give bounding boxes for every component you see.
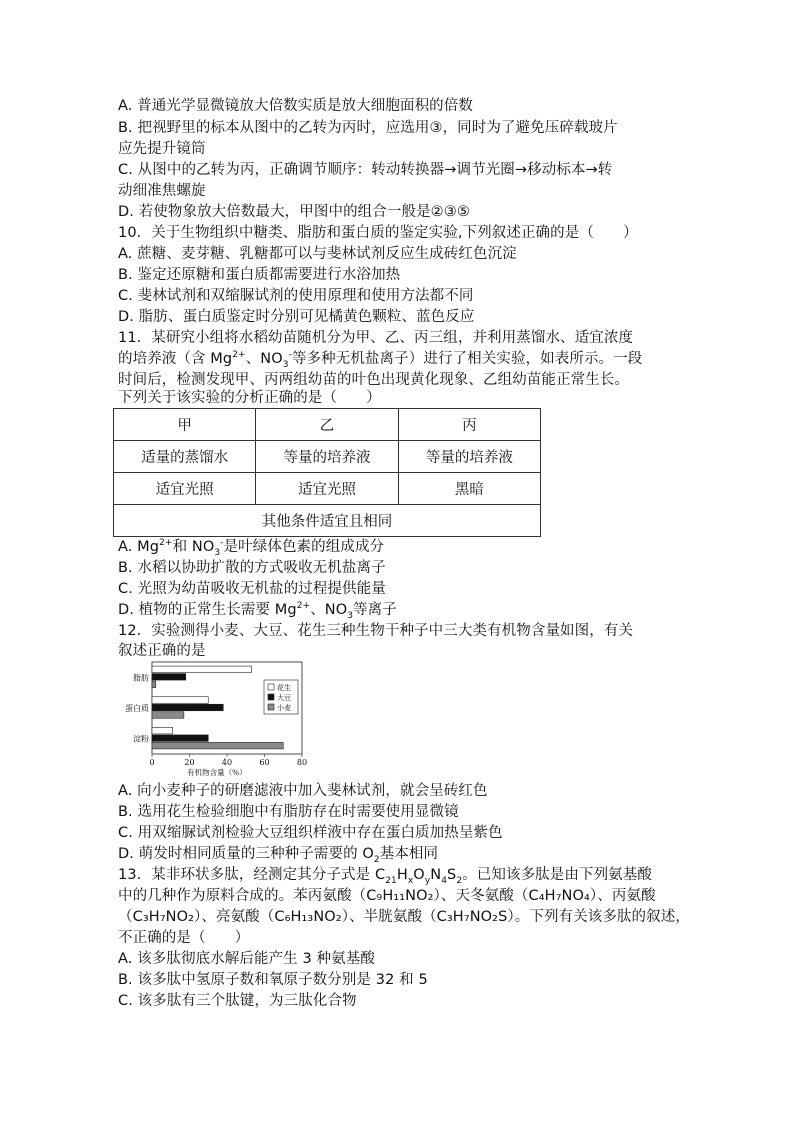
- q11-option-a: A. $Mg^{2+}$和 $NO_3^-$是叶绿体色素的组成成分: [118, 538, 385, 558]
- legend-swatch: [268, 694, 274, 700]
- category-label: 淀粉: [133, 734, 149, 744]
- organic-content-chart: [118, 658, 308, 780]
- x-axis-label: 有机物含量（%）: [187, 768, 247, 777]
- q12-stem-line2: 叙述正确的是: [118, 643, 206, 659]
- category-label: 蛋白质: [125, 704, 149, 713]
- table-header-row: [114, 409, 541, 441]
- legend-swatch: [268, 704, 274, 710]
- bar-小麦: [152, 712, 184, 719]
- table-header-cell: 甲: [114, 409, 256, 441]
- table-cell: 等量的培养液: [256, 441, 398, 473]
- q13-stem-line1: 13．某非环状多肽，经测定其分子式是 $C_{21}H_xO_yN_4S_2$。已知该多肽是由下列氨基酸: [118, 867, 652, 886]
- bar-大豆: [152, 704, 223, 711]
- legend-label: 花生: [277, 684, 291, 692]
- legend-label: 大豆: [277, 694, 291, 702]
- q11-stem-line2: 的培养液（含 $Mg^{2+}$、$NO_3^-$等多种无机盐离子）进行了相关实验，如表所示。一段: [118, 350, 643, 370]
- table-footer-cell: 其他条件适宜且相同: [114, 505, 541, 537]
- table-row: [114, 473, 541, 505]
- q10-option-a: A. 蔗糖、麦芽糖、乳糖都可以与斐林试剂反应生成砖红色沉淀: [118, 246, 517, 262]
- bar-大豆: [152, 674, 186, 681]
- legend-swatch: [268, 684, 274, 690]
- q11-stem-line1: 11．某研究小组将水稻幼苗随机分为甲、乙、丙三组，并利用蒸馏水、适宜浓度: [118, 330, 634, 346]
- q9-option-a: A. 普通光学显微镜放大倍数实质是放大细胞面积的倍数: [118, 98, 473, 114]
- q13-option-c: C. 该多肽有三个肽键，为三肽化合物: [118, 993, 357, 1009]
- q9-option-d: D. 若使物象放大倍数最大，甲图中的组合一般是②③⑤: [118, 204, 470, 220]
- bar-花生: [152, 666, 251, 673]
- table-row: [114, 441, 541, 473]
- q13-option-a: A. 该多肽彻底水解后能产生 3 种氨基酸: [118, 951, 375, 967]
- x-tick-label: 0: [149, 758, 155, 767]
- q11-option-c: C. 光照为幼苗吸收无机盐的过程提供能量: [118, 581, 386, 597]
- table-cell: 等量的培养液: [398, 441, 540, 473]
- q9-option-b-line2: 应先提升镜筒: [118, 141, 206, 157]
- q11-experiment-table: [113, 408, 541, 537]
- x-tick-label: 40: [221, 758, 233, 767]
- q10-option-c: C. 斐林试剂和双缩脲试剂的使用原理和使用方法都不同: [118, 288, 474, 304]
- q12-option-b: B. 选用花生检验细胞中有脂肪存在时需要使用显微镜: [118, 804, 459, 820]
- category-label: 脂肪: [133, 673, 149, 683]
- table-header-cell: 乙: [256, 409, 398, 441]
- table-header-cell: 丙: [398, 409, 540, 441]
- q12-stem-line1: 12．实验测得小麦、大豆、花生三种生物干种子中三大类有机物含量如图，有关: [118, 623, 634, 639]
- x-tick-label: 20: [184, 758, 195, 767]
- q9-option-b-line1: B. 把视野里的标本从图中的乙转为丙时，应选用③，同时为了避免压碎载玻片: [118, 120, 618, 136]
- q11-option-b: B. 水稻以协助扩散的方式吸收无机盐离子: [118, 560, 386, 576]
- bar-小麦: [152, 742, 283, 749]
- bar-小麦: [152, 681, 156, 688]
- q12-option-a: A. 向小麦种子的研磨滤液中加入斐林试剂，就会呈砖红色: [118, 783, 488, 799]
- table-cell: 适宜光照: [256, 473, 398, 505]
- legend-label: 小麦: [277, 704, 291, 712]
- q10-option-b: B. 鉴定还原糖和蛋白质都需要进行水浴加热: [118, 267, 401, 283]
- table-cell: 适量的蒸馏水: [114, 441, 256, 473]
- q9-option-c-line1: C. 从图中的乙转为丙，正确调节顺序：转动转换器→调节光圈→移动标本→转: [118, 162, 613, 178]
- q13-option-b: B. 该多肽中氢原子数和氧原子数分别是 32 和 5: [118, 972, 428, 988]
- q11-stem-line3: 时间后，检测发现甲、丙两组幼苗的叶色出现黄化现象、乙组幼苗能正常生长。: [118, 372, 629, 388]
- q13-stem-line3: （C₃H₇NO₂）、亮氨酸（C₆H₁₃NO₂）、半胱氨酸（C₃H₇NO₂S）。下列有关该多肽的叙述，: [118, 909, 690, 925]
- q11-option-d: D. 植物的正常生长需要 $Mg^{2+}$、$NO_3$等离子: [118, 601, 397, 621]
- table-cell: 适宜光照: [114, 473, 256, 505]
- q12-option-c: C. 用双缩脲试剂检验大豆组织样液中存在蛋白质加热呈紫色: [118, 825, 503, 841]
- bar-大豆: [152, 735, 208, 742]
- bar-花生: [152, 727, 173, 734]
- table-footer-row: [114, 505, 541, 537]
- x-tick-label: 60: [259, 758, 270, 767]
- table-cell: 黑暗: [398, 473, 540, 505]
- x-tick-label: 80: [296, 758, 308, 767]
- q9-option-c-line2: 动细准焦螺旋: [118, 183, 206, 199]
- q13-stem-line2: 中的几种作为原料合成的。苯丙氨酸（C₉H₁₁NO₂）、天冬氨酸（C₄H₇NO₄）、丙氨酸: [118, 888, 656, 904]
- q10-stem: 10．关于生物组织中糖类、脂肪和蛋白质的鉴定实验,下列叙述正确的是（ ）: [118, 225, 638, 241]
- q11-stem-line4: 下列关于该实验的分析正确的是（ ）: [118, 390, 381, 406]
- q12-option-d: D. 萌发时相同质量的三种种子需要的 $O_2$基本相同: [118, 846, 439, 865]
- bar-花生: [152, 697, 208, 704]
- q13-stem-line4: 不正确的是（ ）: [118, 930, 250, 946]
- q10-option-d: D. 脂肪、蛋白质鉴定时分别可见橘黄色颗粒、蓝色反应: [118, 309, 475, 325]
